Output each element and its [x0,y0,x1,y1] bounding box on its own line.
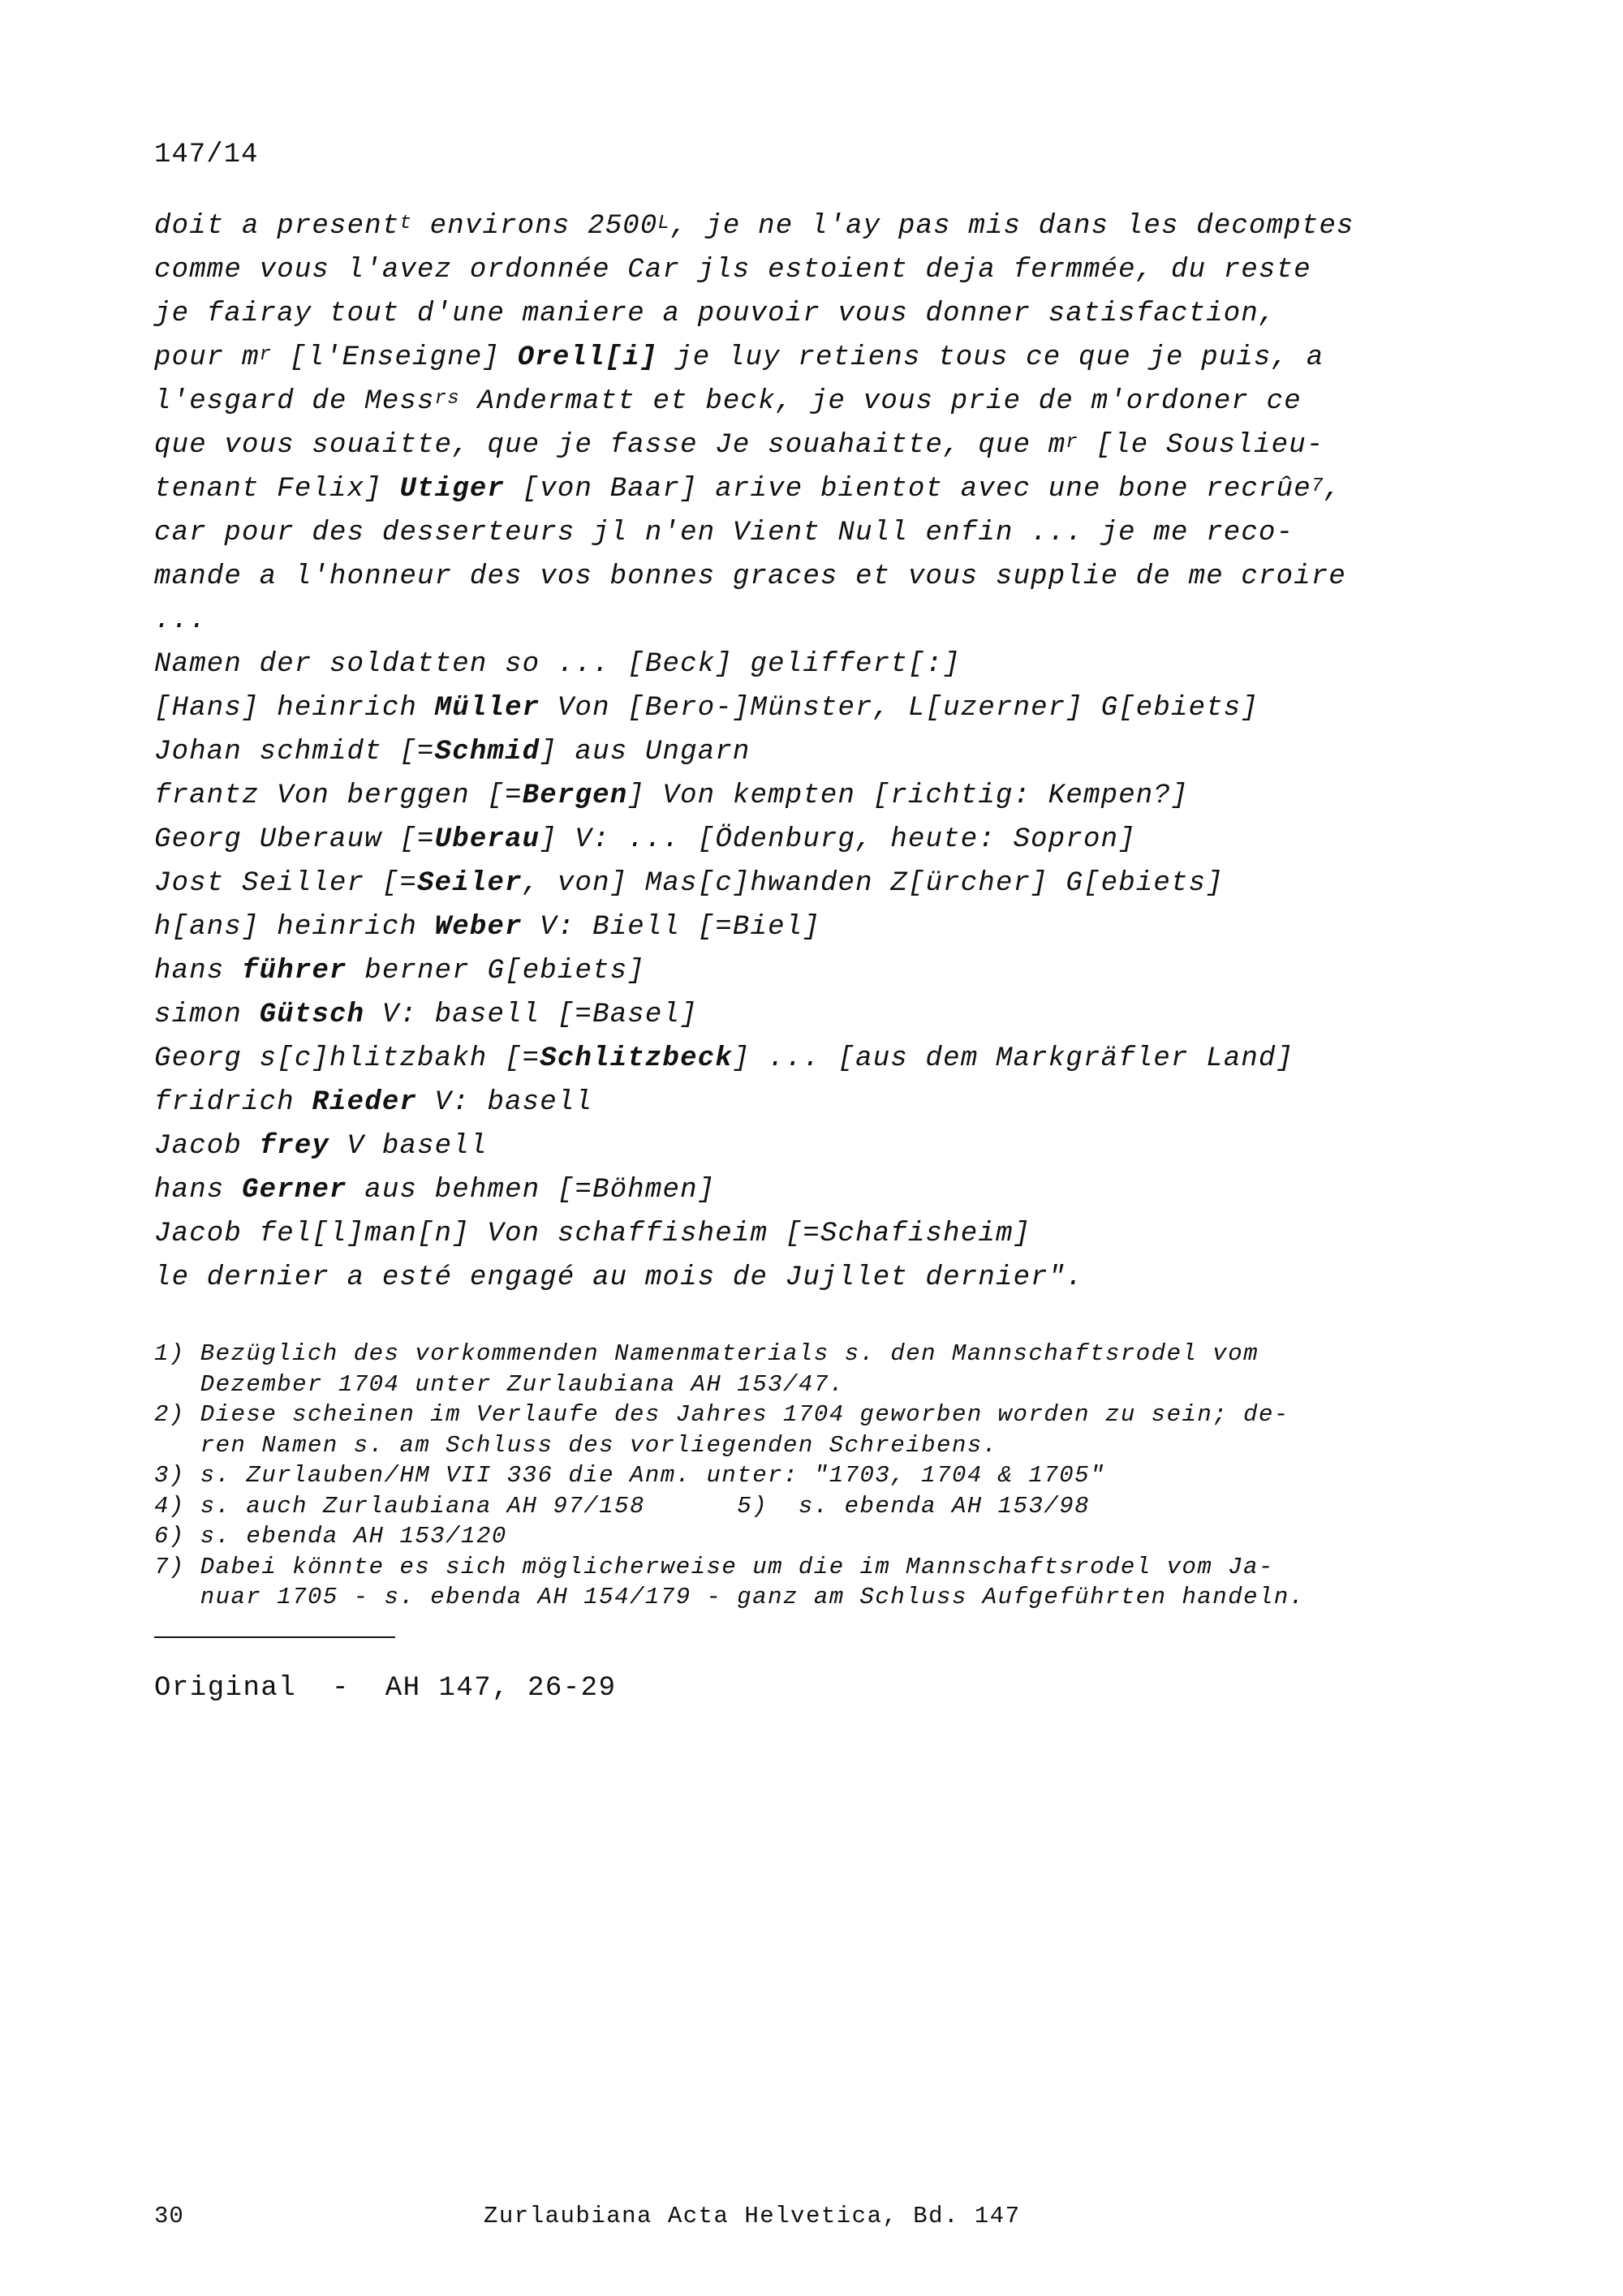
text-run: V basell [329,1131,488,1162]
text-run: Georg s[c]hlitzbakh [= [154,1043,540,1074]
surname: Gerner [242,1175,347,1206]
letter-line [154,949,1582,993]
text-run: ... [154,605,207,636]
text-run: Jacob fel[l]man[n] Von schaffisheim [=Schafisheim] [154,1219,1031,1249]
text-run: V: basell [417,1087,593,1118]
text-run: Georg Uberauw [= [154,824,435,855]
text-run: [von Baar] arive bientot avec une bone recrûe [505,474,1311,505]
text-run: le dernier a esté engagé au mois de Jujllet dernier". [154,1262,1083,1293]
text-run: ] V: ... [Ödenburg, heute: Sopron] [540,824,1136,855]
text-run: car pour des desserteurs jl n'en Vient Null enfin ... je me reco- [154,518,1294,548]
text-run: [le Souslieu- [1078,430,1324,461]
surname: Uberau [434,824,540,855]
text-run: Jacob [154,1131,260,1162]
letter-line [154,204,1582,248]
letter-line [154,1124,1582,1168]
text-run: Andermatt et beck, je vous prie de m'ordoner ce [459,386,1302,417]
text-run: V: Biell [=Biel] [522,912,820,943]
text-run: h[ans] heinrich [154,912,435,943]
text-run: mande a l'honneur des vos bonnes graces et vous supplie de me croire [154,561,1347,592]
text-run: frantz Von berggen [= [154,780,523,811]
page-number: 30 [154,2203,184,2229]
text-run: doit a present [154,211,400,242]
source-reference: Original - AH 147, 26-29 [154,1673,617,1704]
letter-line [154,1168,1582,1212]
text-run: ] ... [aus dem Markgräfler Land] [732,1043,1294,1074]
footnote-line: 4) s. auch Zurlaubiana AH 97/158 5) s. ebenda AH 153/98 [154,1492,1091,1520]
text-run: , von] Mas[c]hwanden Z[ürcher] G[ebiets] [522,868,1224,899]
text-run: l'esgard de Mess [154,386,435,417]
surname: Schlitzbeck [540,1043,733,1074]
surname: Rieder [312,1087,418,1118]
text-run: Johan schmidt [= [154,737,435,767]
text-run: fridrich [154,1087,312,1118]
letter-line [154,1037,1582,1081]
letter-line [154,1256,1582,1300]
letter-line [154,467,1582,511]
letter-line [154,818,1582,862]
text-run: [Hans] heinrich [154,693,435,724]
surname: frey [259,1131,330,1162]
letter-line [154,599,1582,643]
superscript: r [259,344,273,366]
letter-line [154,1212,1582,1256]
text-run: , je ne l'ay pas mis dans les decomptes [670,211,1354,242]
running-title: Zurlaubiana Acta Helvetica, Bd. 147 [484,2203,1021,2229]
surname: Orell[i] [517,342,658,373]
text-run: Jost Seiller [= [154,868,418,899]
footnote-line: ren Namen s. am Schluss des vorliegenden Schreibens. [154,1431,998,1459]
footnote-line: 1) Bezüglich des vorkommenden Namenmaterials s. den Mannschaftsrodel vom [154,1340,1259,1367]
footnote-line: 3) s. Zurlauben/HM VII 336 die Anm. unter: "1703, 1704 & 1705" [154,1462,1105,1489]
letter-line [154,511,1582,555]
text-run: environs 2500 [412,211,658,242]
surname: Weber [434,912,523,943]
text-run: pour m [154,342,260,373]
text-run: hans [154,956,243,987]
surname: Utiger [399,474,506,505]
text-run: Namen der soldatten so ... [Beck] geliffert[:] [154,649,961,680]
footnote-line: Dezember 1704 unter Zurlaubiana AH 153/47. [154,1370,845,1398]
text-run: simon [154,1000,260,1030]
text-run: hans [154,1175,243,1206]
letter-line [154,1081,1582,1124]
surname: Schmid [434,737,540,767]
page-id: 147/14 [154,140,259,170]
footnotes [154,1339,1582,1613]
letter-line [154,555,1582,599]
surname: Müller [434,693,540,724]
superscript: r [1065,432,1078,454]
footnote-line: nuar 1705 - s. ebenda AH 154/179 - ganz am Schluss Aufgeführten handeln. [154,1584,1305,1610]
letter-line [154,862,1582,905]
text-run: Von [Bero-]Münster, L[uzerner] G[ebiets] [540,693,1259,724]
letter-line [154,774,1582,818]
text-run: , [1324,474,1342,505]
text-run: V: basell [=Basel] [364,1000,698,1030]
letter-line [154,643,1582,686]
footnote-line: 6) s. ebenda AH 153/120 [154,1523,507,1550]
letter-line [154,380,1582,424]
surname: Bergen [522,780,628,811]
letter-line [154,993,1582,1037]
source-divider [154,1636,395,1638]
letter-transcription [154,204,1582,1300]
surname: Seiler [417,868,523,899]
text-run: ] aus Ungarn [540,737,751,767]
text-run: berner G[ebiets] [347,956,645,987]
letter-line [154,424,1582,467]
surname: Gütsch [259,1000,365,1030]
letter-line [154,248,1582,292]
superscript: L [657,213,671,234]
letter-line [154,730,1582,774]
text-run: [l'Enseigne] [272,342,518,373]
footnote-line: 7) Dabei könnte es sich möglicherweise um die im Mannschaftsrodel vom Ja- [154,1553,1274,1580]
superscript: t [399,213,413,234]
letter-line [154,905,1582,949]
text-run: tenant Felix] [154,474,400,505]
letter-line [154,336,1582,380]
text-run: je luy retiens tous ce que je puis, a [657,342,1324,373]
surname: führer [242,956,347,987]
superscript: 7 [1311,475,1324,497]
superscript: rs [434,388,460,410]
text-run: ] Von kempten [richtig: Kempen?] [627,780,1189,811]
footnote-line: 2) Diese scheinen im Verlaufe des Jahres 1704 geworben worden zu sein; de- [154,1401,1289,1428]
text-run: je fairay tout d'une maniere a pouvoir vous donner satisfaction, [154,299,1276,329]
text-run: que vous souaitte, que je fasse Je souahaitte, que m [154,430,1066,461]
text-run: aus behmen [=Böhmen] [347,1175,716,1206]
letter-line [154,292,1582,336]
letter-line [154,686,1582,730]
text-run: comme vous l'avez ordonnée Car jls estoient deja fermmée, du reste [154,255,1311,286]
